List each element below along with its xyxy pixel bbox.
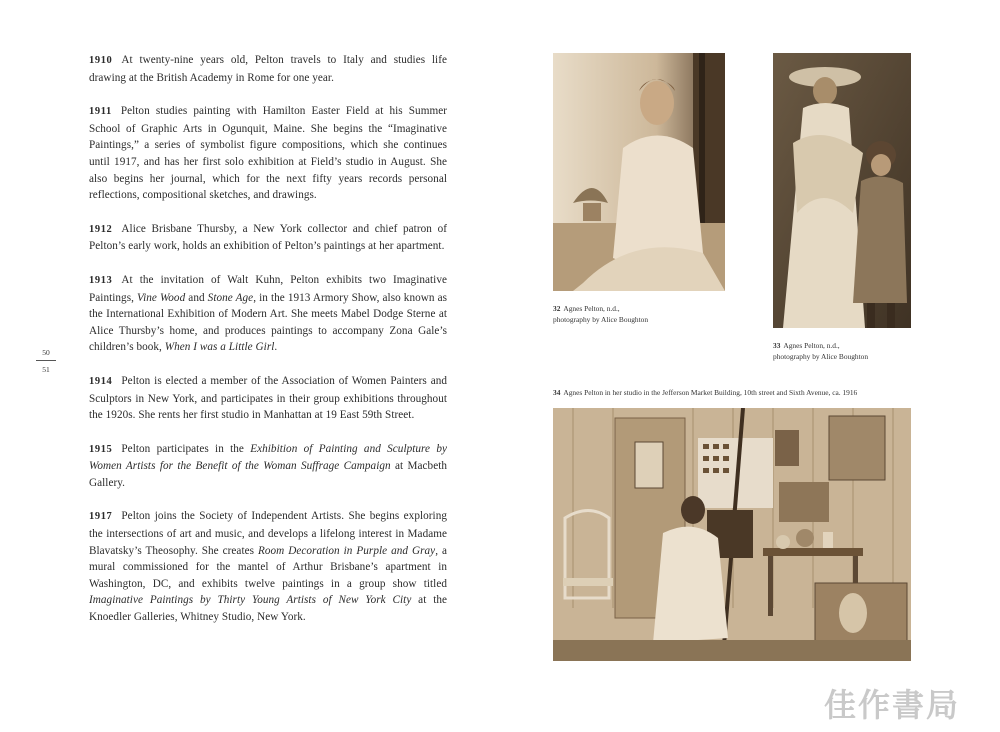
entry-text: At the invitation of Walt Kuhn, Pelton exhibits two Imaginative Paintings,	[89, 273, 447, 304]
caption-33-credit: photography by Alice Boughton	[773, 351, 869, 361]
chronology-entry-1913	[89, 272, 447, 356]
caption-33-number: 33	[773, 341, 781, 350]
photo-34-studio-interior	[553, 408, 911, 661]
entry-text: At twenty-nine years old, Pelton travels to Italy and studies life drawing at the British Academy in Rome for one year.	[89, 54, 447, 84]
entry-title-italic: Room Decoration in Purple and Gray	[257, 544, 436, 557]
caption-33	[773, 341, 973, 362]
entry-text: at Macbeth Gallery.	[89, 460, 448, 489]
entry-year: 1914	[89, 375, 113, 387]
watermark-logo: 佳作書局	[824, 686, 961, 724]
folio-divider	[36, 360, 56, 361]
entry-year: 1910	[89, 55, 113, 66]
caption-32-number: 32	[553, 304, 561, 313]
entry-text: .	[274, 341, 278, 354]
entry-text: at the Knoedler Galleries, Whitney Studio, New York.	[89, 594, 448, 624]
entry-text: , in the 1913 Armory Show, also known as the International Exhibition of Modern Art. She meets Mabel Dodge Sterne at Alice Thursby’s home, and produces paintings to accompany Zona Gale’s children’s book,	[89, 291, 447, 354]
caption-33-text: Agnes Pelton, n.d.,	[783, 341, 840, 350]
entry-text: Pelton joins the Society of Independent Artists. She begins exploring the intersections of art and music, and develops a lifelong interest in Madame Blavatsky’s Theosophy. She creates	[89, 510, 447, 557]
entry-text: Pelton participates in the	[121, 442, 251, 455]
entry-title-italic: Stone Age	[207, 291, 254, 304]
chronology-entry-1912	[89, 221, 447, 255]
caption-34-number: 34	[553, 388, 561, 397]
entry-year: 1912	[89, 223, 113, 235]
chronology-entry-1915	[89, 441, 447, 492]
chronology-entry-1910	[89, 52, 447, 86]
entry-text: Alice Brisbane Thursby, a New York collector and chief patron of Pelton’s early work, holds an exhibition of Pelton’s paintings at her apartment.	[89, 222, 447, 253]
caption-33-line1	[773, 341, 973, 352]
chronology-entry-1914	[89, 373, 447, 424]
chronology-entry-1917	[89, 508, 447, 625]
entry-year: 1911	[89, 106, 112, 118]
chronology-entry-1911	[89, 103, 447, 204]
caption-32-credit: photography by Alice Boughton	[553, 314, 649, 324]
photo-32-portrait-seated	[553, 53, 725, 291]
entry-title-italic: Exhibition of Painting and Sculpture by Women Artists for the Benefit of the Woman Suffrage Campaign	[89, 442, 448, 473]
entry-year: 1915	[89, 443, 113, 455]
caption-32-text: Agnes Pelton, n.d.,	[563, 304, 620, 313]
entry-title-italic: When I was a Little Girl	[164, 341, 275, 354]
entry-text: Pelton studies painting with Hamilton Easter Field at his Summer School of Graphic Arts in Ogunquit, Maine. She begins the “Imaginative Paintings,” a series of symbolist figure compositions, which she continues until 1917, and has her first solo exhibition at Field’s studio in August. She also begins her journal, which for the next fifty years records personal reflections, compositional sketches, and drawings.	[89, 105, 447, 202]
photo-33-woman-with-child	[773, 53, 911, 328]
entry-text: and	[185, 291, 208, 304]
page-number-left: 50	[42, 348, 50, 357]
entry-title-italic: Imaginative Paintings by Thirty Young Artists of New York City	[89, 594, 412, 607]
chronology-text	[89, 52, 447, 643]
page-number-right: 51	[42, 365, 50, 374]
caption-32	[553, 304, 753, 325]
entry-text: , a mural commissioned for the mantel of Arthur Brisbane’s apartment in Washington, DC, and exhibits twelve paintings in a group show titled	[89, 544, 448, 590]
entry-text: Pelton is elected a member of the Association of Women Painters and Sculptors in New York, and participates in their group exhibitions throughout the 1920s. She rents her first studio in Manhattan at 19 East 59th Street.	[89, 374, 447, 422]
caption-34	[553, 388, 973, 399]
caption-34-text: Agnes Pelton in her studio in the Jefferson Market Building, 10th street and Sixth Avenue, ca. 1916	[563, 388, 858, 397]
entry-title-italic: Vine Wood	[137, 291, 186, 304]
page-folio	[36, 348, 56, 374]
caption-32-line1	[553, 304, 753, 315]
entry-year: 1917	[89, 511, 113, 523]
entry-year: 1913	[89, 274, 113, 286]
